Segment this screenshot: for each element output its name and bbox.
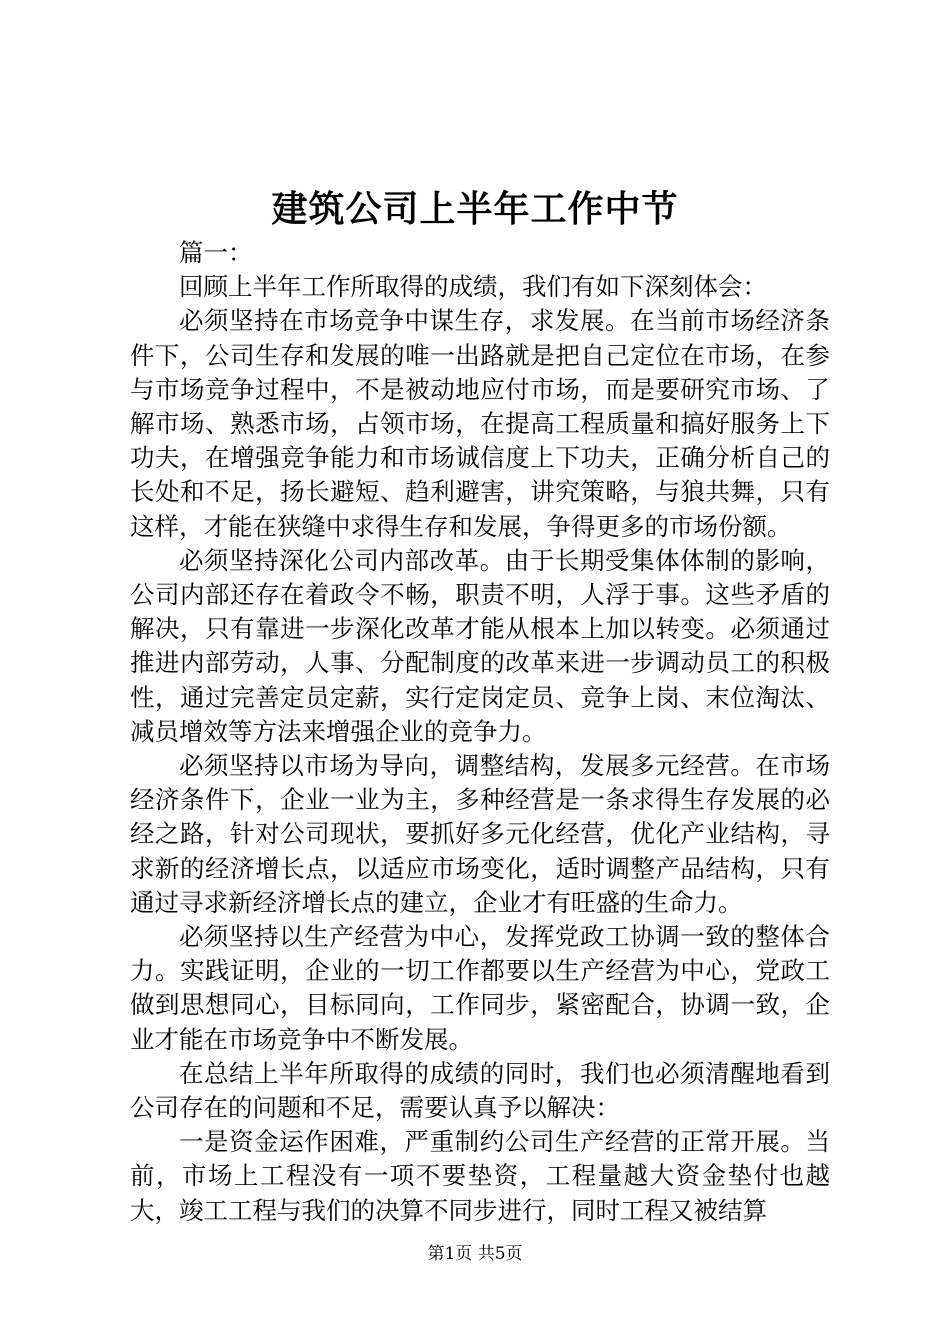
document-body (130, 236, 830, 1228)
paragraph-heading: 篇一： (179, 238, 253, 267)
paragraph-production-center: 必须坚持以生产经营为中心，发挥党政工协调一致的整体合力。实践证明，企业的一切工作都要以生产经营为中心，党政工做到思想同心，目标同向，工作同步，紧密配合，协调一致，企业才能在市场竞争中不断发展。 (130, 922, 830, 1054)
paragraph-market-competition: 必须坚持在市场竞争中谋生存，求发展。在当前市场经济条件下，公司生存和发展的唯一出路就是把自己定位在市场，在参与市场竞争过程中，不是被动地应付市场，而是要研究市场、了解市场、熟悉市场，占领市场，在提高工程质量和搞好服务上下功夫，在增强竞争能力和市场诚信度上下功夫，正确分析自己的长处和不足，扬长避短、趋利避害，讲究策略，与狼共舞，只有这样，才能在狭缝中求得生存和发展，争得更多的市场份额。 (130, 306, 830, 541)
paragraph-funding-difficulty: 一是资金运作困难，严重制约公司生产经营的正常开展。当前，市场上工程没有一项不要垫资，工程量越大资金垫付也越大，竣工工程与我们的决算不同步进行，同时工程又被结算 (130, 1127, 830, 1225)
paragraph-diversified-operations: 必须坚持以市场为导向，调整结构，发展多元经营。在市场经济条件下，企业一业为主，多种经营是一条求得生存发展的必经之路，针对公司现状，要抓好多元化经营，优化产业结构，寻求新的经济增长点，以适应市场变化，适时调整产品结构，只有通过寻求新经济增长点的建立，企业才有旺盛的生命力。 (130, 751, 830, 917)
document-title: 建筑公司上半年工作中节 (271, 188, 679, 230)
paragraph-internal-reform: 必须坚持深化公司内部改革。由于长期受集体体制的影响，公司内部还存在着政令不畅，职责不明，人浮于事。这些矛盾的解决，只有靠进一步深化改革才能从根本上加以转变。必须通过推进内部劳动，人事、分配制度的改革来进一步调动员工的积极性，通过完善定员定薪，实行定岗定员、竞争上岗、末位淘汰、减员增效等方法来增强企业的竞争力。 (130, 545, 830, 746)
paragraph-problems-intro: 在总结上半年所取得的成绩的同时，我们也必须清醒地看到公司存在的问题和不足，需要认真予以解决： (130, 1058, 830, 1123)
page-footer: 第1页 共5页 (427, 1244, 523, 1264)
paragraph-intro: 回顾上半年工作所取得的成绩，我们有如下深刻体会： (179, 272, 767, 302)
